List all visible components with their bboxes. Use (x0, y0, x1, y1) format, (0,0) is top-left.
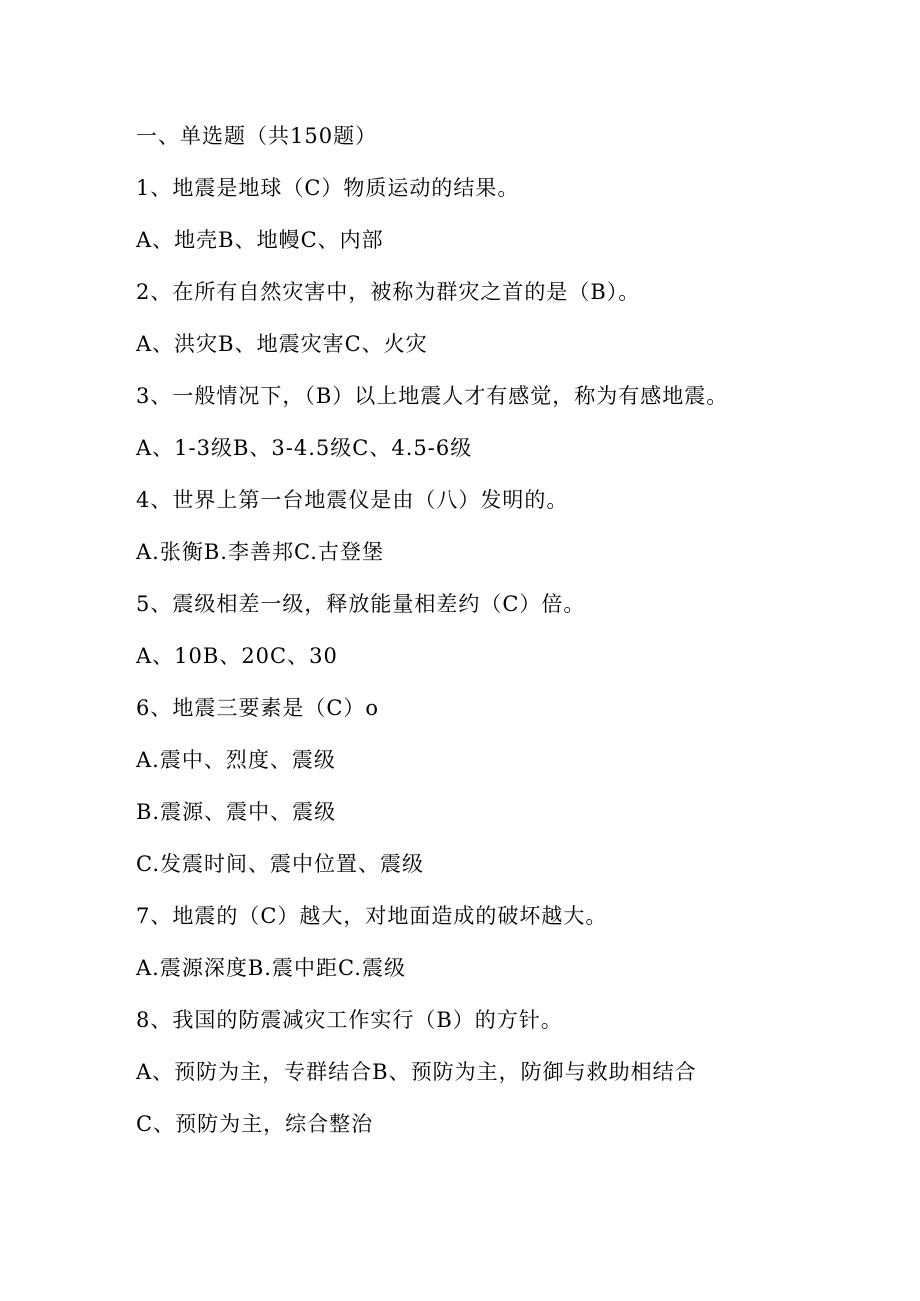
section-heading: 一、单选题（共150题） (136, 124, 378, 148)
question-7: 7、地震的（C）越大，对地面造成的破坏越大。 (136, 904, 608, 928)
question-6-option-a: A.震中、烈度、震级 (136, 748, 336, 772)
question-6-option-c: C.发震时间、震中位置、震级 (136, 852, 424, 876)
question-6-option-b: B.震源、震中、震级 (136, 800, 337, 824)
question-8-options-ab: A、预防为主，专群结合B、预防为主，防御与救助相结合 (136, 1060, 697, 1084)
question-7-options: A.震源深度B.震中距C.震级 (136, 956, 406, 980)
question-8: 8、我国的防震减灾工作实行（B）的方针。 (136, 1008, 563, 1032)
question-2: 2、在所有自然灾害中，被称为群灾之首的是（B）。 (136, 280, 641, 304)
question-1: 1、地震是地球（C）物质运动的结果。 (136, 176, 520, 200)
question-3: 3、一般情况下，（B）以上地震人才有感觉，称为有感地震。 (136, 384, 729, 408)
question-8-option-c: C、预防为主，综合整治 (136, 1112, 374, 1136)
question-4: 4、世界上第一台地震仪是由（八）发明的。 (136, 488, 569, 512)
question-6: 6、地震三要素是（C）o (136, 696, 380, 720)
question-3-options: A、1-3级B、3-4.5级C、4.5-6级 (136, 436, 473, 460)
question-5: 5、震级相差一级，释放能量相差约（C）倍。 (136, 592, 586, 616)
question-2-options: A、洪灾B、地震灾害C、火灾 (136, 332, 428, 356)
question-1-options: A、地壳B、地幔C、内部 (136, 228, 384, 252)
question-5-options: A、10B、20C、30 (136, 644, 338, 668)
question-4-options: A.张衡B.李善邦C.古登堡 (136, 540, 384, 564)
